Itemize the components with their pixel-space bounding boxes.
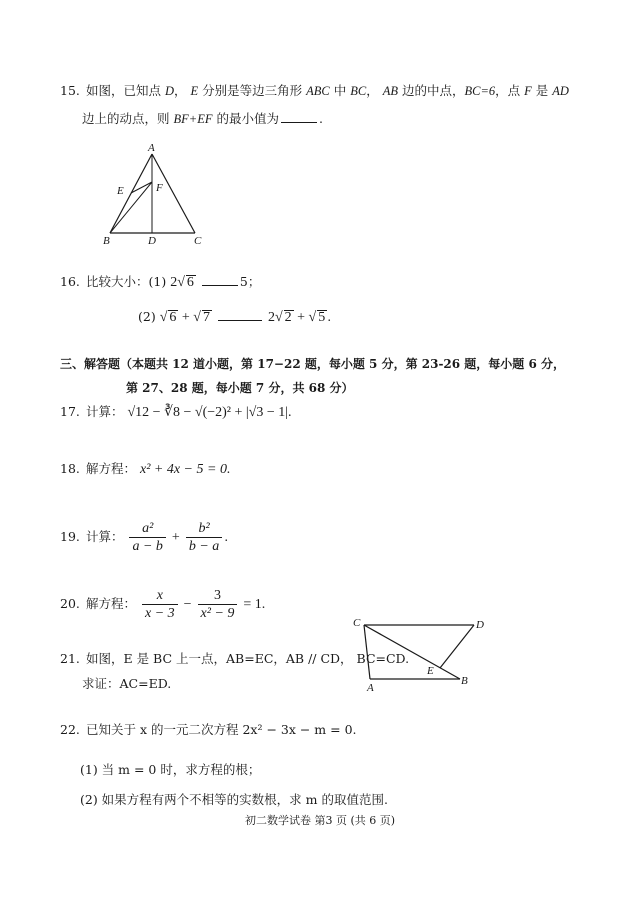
q21-segment-cb [364,625,460,679]
q22-number: 22. [60,722,80,737]
q16-blank-1[interactable] [202,272,238,286]
q15-triangle-figure [95,140,215,250]
section3-header-line2: 第 27、28 题，每小题 7 分，共 68 分） [126,381,354,395]
q18-number: 18. [60,461,80,476]
q17-label: 计算： [85,404,124,419]
q15-answer-blank[interactable] [281,109,317,123]
q17-expression: √12 − ∛8 − √(−2)² + |√3 − 1|. [127,405,292,420]
q15-text: 中 [333,83,347,98]
q16-radicand: 2 [284,310,292,325]
q18-label: 解方程： [85,461,136,476]
q16-expr1: 2√ 6 [170,275,194,290]
q22-line1 [60,722,357,738]
q22-part1: (1) 当 m = 0 时，求方程的根； [80,762,261,777]
q15-sep: ， [174,83,187,98]
q19-denominator: b − a [186,537,222,555]
q18-expression: x² + 4x − 5 = 0. [139,462,231,477]
q17-number: 17. [60,404,80,419]
q16-line2 [138,307,331,326]
q20-denominator: x − 3 [142,604,178,622]
q16-coef: 2 [170,275,178,290]
q21-label-e: E [427,665,434,677]
q15-label-d: D [148,235,156,247]
q15-text: 分别是等边三角形 [202,83,303,98]
q15-label-c: C [194,235,202,247]
q15-label-b: B [103,235,110,247]
q20-denominator: x² − 9 [198,604,238,622]
q15-var-bfef: BF+EF [173,112,213,126]
q19-end: . [224,529,229,544]
q19-plus: + [171,530,180,545]
section3-header-line1: 三、解答题（本题共 12 道小题，第 17−22 题，每小题 5 分，第 23-26 题，每小题 6 分， [60,357,566,371]
q15-label-a: A [148,142,155,154]
q19-fraction-2 [186,520,222,555]
q15-var-bc6: BC=6 [464,84,496,98]
q16-number: 16. [60,274,80,289]
q16-radicand: 5 [318,310,326,325]
q15-line2 [82,109,323,127]
q16-end: . [327,309,332,324]
q16-plus: + [181,310,190,325]
q16-text: 比较大小：(1) [85,274,167,289]
q21-segment-de [440,625,474,668]
q15-var-ad: AD [552,84,569,98]
q20-rhs: = 1. [243,597,266,612]
q15-var-e: E [190,84,199,98]
q16-part2-label: (2) [138,309,156,324]
q22-text: 已知关于 x 的一元二次方程 2x² − 3x − m = 0. [85,722,357,737]
q15-text: 如图，已知点 [85,83,161,98]
q16-blank-2[interactable] [218,307,262,321]
q15-text: ， [366,83,379,98]
q15-text: 是 [535,83,549,98]
q21-text: 如图，E 是 BC 上一点，AB=EC，AB // CD， BC=CD. [85,651,410,666]
q15-label-e: E [117,185,124,197]
q21-label-d: D [476,619,484,631]
q15-text: 的最小值为 [216,111,279,126]
q15-line1 [60,83,569,99]
q16-radicand: 6 [169,310,177,325]
q16-plus: + [297,310,306,325]
q21-number: 21. [60,651,80,666]
q19-numerator: a² [142,521,154,536]
q15-text: 边上的动点，则 [82,111,170,126]
q15-number: 15. [60,83,80,98]
q16-radicand: 7 [202,310,210,325]
q20 [60,585,265,624]
q15-var-f: F [524,84,532,98]
q19 [60,518,228,557]
q19-fraction-1 [129,520,165,555]
q19-numerator: b² [198,521,210,536]
q21-label-b: B [461,675,468,687]
q19-label: 计算： [85,529,124,544]
q22-part2: (2) 如果方程有两个不相等的实数根，求 m 的取值范围. [80,792,388,807]
q20-numerator: 3 [213,588,221,603]
q15-var-bc: BC [350,84,367,98]
q17 [60,404,292,421]
q21-label-a: A [367,682,374,692]
q15-var-abc: ABC [306,84,330,98]
q20-numerator: x [156,588,163,603]
q20-number: 20. [60,596,80,611]
q15-label-f: F [156,182,163,194]
q15-var-ab: AB [382,84,398,98]
page-footer: 初二数学试卷 第3 页 (共 6 页) [244,814,396,827]
q18 [60,461,230,478]
q15-var-d: D [164,84,175,98]
q16-end: ； [247,274,261,289]
q20-fraction-1 [142,587,178,622]
q19-number: 19. [60,529,80,544]
q16-expr2: √ 6 + √ 7 [159,310,210,325]
q21-segment-ca [364,625,370,679]
q21-figure [348,612,498,692]
q21-prove: 求证：AC=ED. [82,676,172,691]
q15-text: . [318,111,323,126]
q20-fraction-2 [198,587,238,622]
q16-radicand: 6 [186,275,194,290]
q16-coef: 2 [267,310,275,325]
q15-text: 边的中点， [401,83,465,98]
q16-line1 [60,272,260,291]
q16-expr3: 2√ 2 + √ 5 [267,310,326,325]
q15-text: ，点 [495,83,521,98]
q16-rhs: 5 [239,274,248,289]
q21-label-c: C [353,617,361,629]
q19-denominator: a − b [129,537,165,555]
q20-label: 解方程： [85,596,136,611]
q20-minus: − [183,597,192,612]
